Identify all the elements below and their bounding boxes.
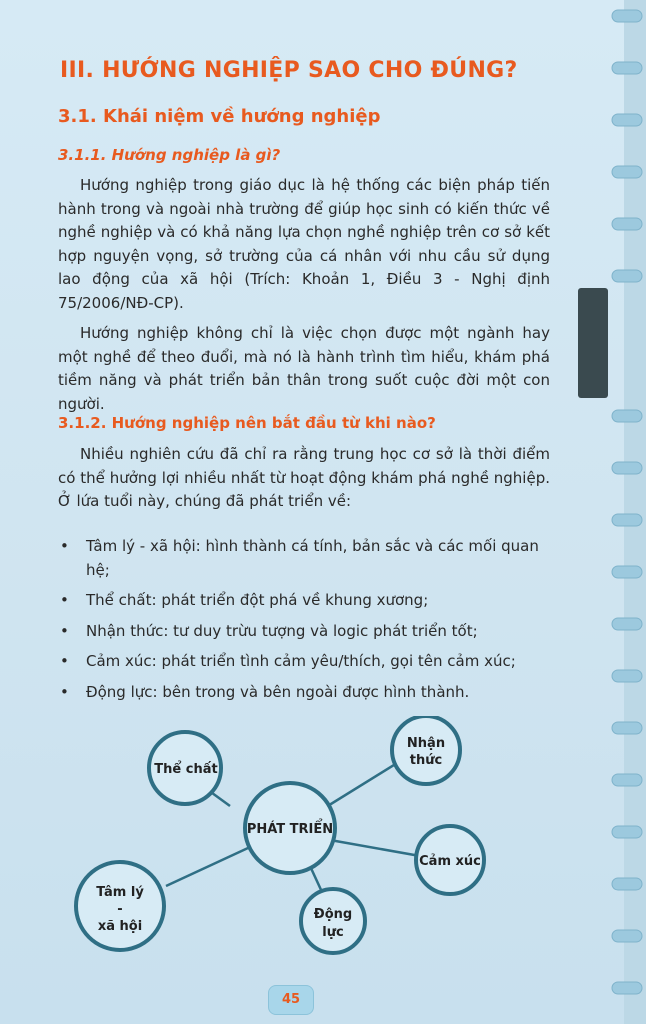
node-label-tam-ly-3: xã hội	[97, 919, 143, 934]
list-item-text: Thể chất: phát triển đột phá về khung xương;	[86, 591, 429, 609]
list-item-text: Động lực: bên trong và bên ngoài được hình thành.	[86, 682, 470, 701]
section-heading: 3.1. Khái niệm về hướng nghiệp	[58, 106, 381, 127]
node-label-dong-luc-1: Động	[313, 907, 353, 922]
list-item	[58, 589, 550, 613]
bullet-icon: •	[60, 591, 69, 609]
connector-cam-xuc	[330, 840, 420, 856]
paragraph-2-text: Hướng nghiệp không chỉ là việc chọn được một ngành hay một nghề để theo đuổi, mà nó là hành trình tìm hiểu, khám phá tiềm năng và phát triển bản thân trong suốt cuộc đời một con người.	[58, 324, 550, 413]
bullet-icon: •	[60, 652, 69, 670]
list-item	[58, 681, 550, 705]
node-label-tam-ly-1: Tâm lý	[96, 885, 144, 900]
list-item	[58, 650, 550, 674]
paragraph-1-text: Hướng nghiệp trong giáo dục là hệ thống các biện pháp tiến hành trong và ngoài nhà trường để giúp học sinh có kiến thức về nghề nghiệp và có khả năng lựa chọn nghề nghiệp trên cơ sở kết hợp nguyện vọng, sở trường của cá nhân với nhu cầu sử dụng lao động của xã hội (Trích: Khoản 1, Điều 3 - Nghị định 75/2006/NĐ-CP).	[58, 176, 550, 312]
node-label-cam-xuc: Cảm xúc	[419, 854, 481, 869]
paragraph-3-text: Nhiều nghiên cứu đã chỉ ra rằng trung học cơ sở là thời điểm có thể hưởng lợi nhiều nhất từ hoạt động khám phá nghề nghiệp. Ở lứa tuổi này, chúng đã phát triển về:	[58, 445, 550, 510]
page-number: 45	[268, 985, 314, 1015]
connector-nhan-thuc	[318, 760, 402, 812]
node-label-nhan-thuc-2: thức	[409, 753, 443, 768]
subsection-heading-1: 3.1.1. Hướng nghiệp là gì?	[58, 146, 281, 164]
node-label-the-chat: Thể chất	[154, 762, 218, 777]
main-heading: III. HƯỚNG NGHIỆP SAO CHO ĐÚNG?	[60, 58, 518, 83]
bullet-icon: •	[60, 537, 69, 555]
list-item-text: Cảm xúc: phát triển tình cảm yêu/thích, gọi tên cảm xúc;	[86, 652, 516, 670]
development-list	[58, 535, 550, 711]
paragraph-2	[58, 322, 550, 416]
subsection-heading-2: 3.1.2. Hướng nghiệp nên bắt đầu từ khi nào?	[58, 414, 436, 432]
development-diagram	[70, 716, 490, 956]
bullet-icon: •	[60, 682, 69, 701]
list-item-text: Nhận thức: tư duy trừu tượng và logic phát triển tốt;	[86, 621, 478, 640]
spiral-binding	[594, 0, 646, 1024]
list-item-text: Tâm lý - xã hội: hình thành cá tính, bản sắc và các mối quan hệ;	[86, 537, 539, 579]
paragraph-1	[58, 174, 550, 315]
paragraph-3	[58, 443, 550, 514]
center-label: PHÁT TRIỂN	[246, 822, 334, 837]
node-label-nhan-thuc-1: Nhận	[406, 736, 446, 751]
list-item	[58, 620, 550, 644]
node-label-dong-luc-2: lực	[322, 925, 344, 940]
node-label-tam-ly-2: -	[117, 902, 123, 917]
list-item	[58, 535, 550, 582]
connector-tam-ly	[166, 848, 248, 886]
connector-dong-luc	[310, 866, 322, 892]
bullet-icon: •	[60, 621, 69, 640]
